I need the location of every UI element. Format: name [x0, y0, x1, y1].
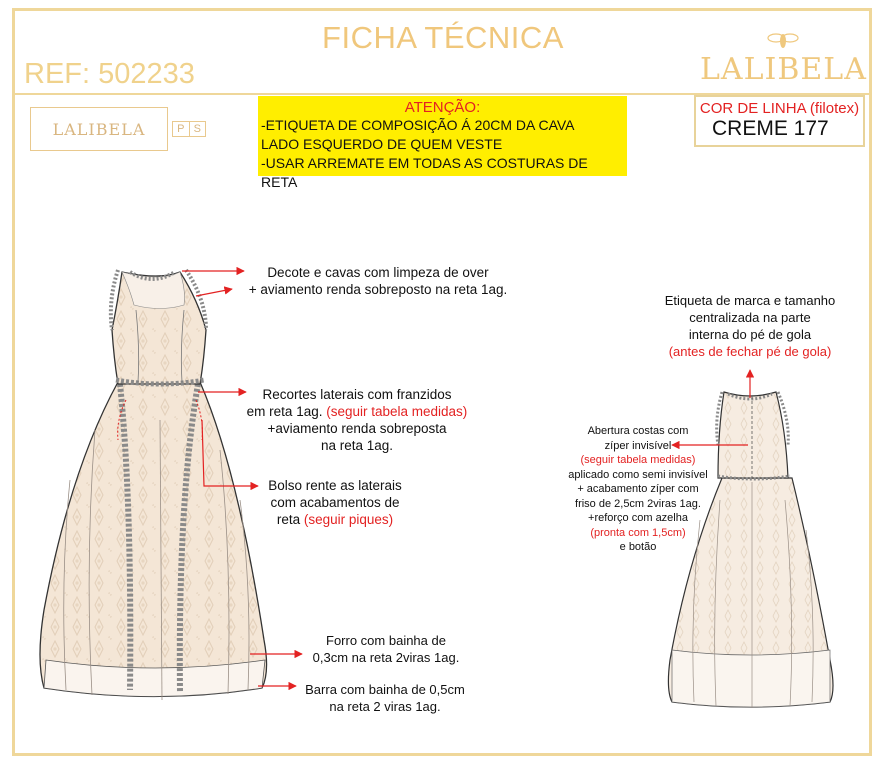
size-p: P: [173, 122, 190, 136]
attention-line-3: -USAR ARREMATE EM TODAS AS COSTURAS DE RETA: [261, 155, 588, 190]
thread-heading: COR DE LINHA (filotex): [699, 100, 860, 117]
brand-name: LALIBELA: [700, 52, 867, 87]
front-dress: [40, 270, 267, 700]
note-zip-7: +reforço com azelha: [588, 512, 688, 524]
note-side-line-2a: em reta 1ag.: [246, 404, 323, 419]
note-side-line-4: na reta 1ag.: [320, 438, 394, 453]
note-zip-9: e botão: [619, 541, 657, 553]
note-label-line-1: Etiqueta de marca e tamanho: [664, 293, 836, 308]
note-hem-line-2: na reta 2 viras 1ag.: [329, 699, 441, 714]
note-hem-line-1: Barra com bainha de 0,5cm: [305, 682, 465, 697]
reference-code: REF: 502233: [24, 58, 195, 90]
note-zip-1: Abertura costas com: [587, 425, 689, 437]
note-pocket: [250, 477, 420, 528]
note-lining-line-2: 0,3cm na reta 2viras 1ag.: [312, 650, 460, 665]
note-zip-3: (seguir tabela medidas): [580, 454, 696, 466]
note-pocket-line-3a: reta: [276, 512, 301, 527]
note-zip-4: aplicado como semi invisível: [568, 468, 708, 481]
note-zip-8: (pronta com 1,5cm): [590, 526, 686, 539]
brand-label-sample: LALIBELA: [30, 107, 168, 151]
note-neckline-line-1: Decote e cavas com limpeza de over: [267, 265, 489, 280]
note-pocket-line-3-red: (seguir piques): [303, 512, 394, 527]
size-s: S: [193, 123, 201, 135]
note-lining: [296, 632, 476, 666]
note-label-line-red: (antes de fechar pé de gola): [668, 344, 832, 359]
note-zipper: [548, 424, 728, 555]
note-zip-2: zíper invisível: [604, 439, 672, 452]
note-pocket-line-2: com acabamentos de: [270, 495, 400, 510]
note-neckline: [228, 264, 528, 298]
attention-line-1: -ETIQUETA DE COMPOSIÇÃO Á 20CM DA CAVA: [261, 117, 575, 133]
note-side-line-3: +aviamento renda sobreposta: [267, 421, 447, 436]
attention-line-2: LADO ESQUERDO DE QUEM VESTE: [261, 136, 503, 152]
note-zip-6: friso de 2,5cm 2viras 1ag.: [575, 497, 701, 510]
note-brand-label: [640, 292, 860, 360]
note-pocket-line-1: Bolso rente as laterais: [268, 478, 402, 493]
page-title: FICHA TÉCNICA: [322, 20, 564, 55]
note-lining-line-1: Forro com bainha de: [326, 633, 446, 648]
note-zip-5: + acabamento zíper com: [577, 483, 699, 495]
thread-value: CREME 177: [712, 117, 829, 140]
note-side-line-2-red: (seguir tabela medidas): [326, 404, 468, 419]
attention-heading: ATENÇÃO:: [404, 99, 481, 116]
note-side-panels: [232, 386, 482, 454]
note-neckline-line-2: + aviamento renda sobreposto na reta 1ag.: [248, 282, 508, 297]
note-label-line-3: interna do pé de gola: [688, 327, 812, 342]
note-label-line-2: centralizada na parte: [689, 310, 811, 325]
note-side-line-1: Recortes laterais com franzidos: [262, 387, 452, 402]
note-hem: [290, 681, 480, 715]
